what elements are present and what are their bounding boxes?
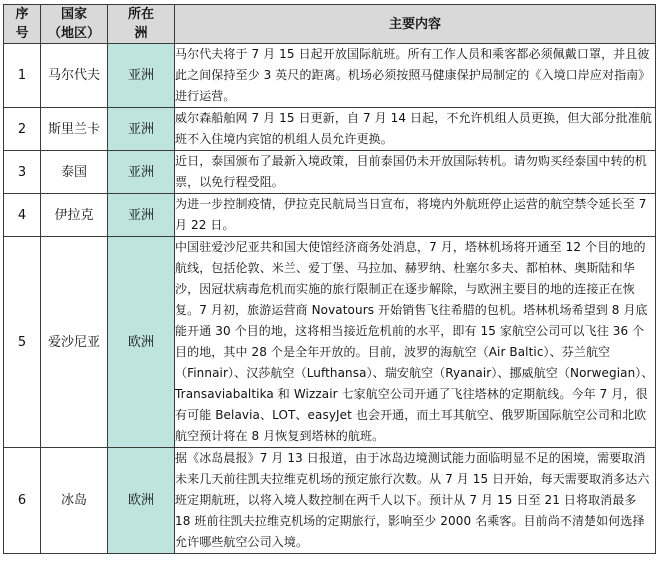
table-row bbox=[4, 194, 656, 237]
row-country: 爱沙尼亚 bbox=[41, 237, 108, 448]
row-content: 为进一步控制疫情，伊拉克民航局当日宣布，将境内外航班停止运营的航空禁令延长至 7 月 22 日。 bbox=[175, 194, 656, 237]
table-row bbox=[4, 108, 656, 151]
table-row bbox=[4, 237, 656, 448]
header-seq-line-1: 序 bbox=[15, 7, 29, 22]
row-content: 近日，泰国颁布了最新入境政策，目前泰国仍未开放国际转机。请勿购买经泰国中转的机票，以免行程受阻。 bbox=[175, 151, 656, 194]
row-content: 中国驻爱沙尼亚共和国大使馆经济商务处消息，7 月，塔林机场将开通至 12 个目的地的航线，包括伦敦、米兰、爱丁堡、马拉加、赫罗纳、杜塞尔多夫、都柏林、奥斯陆和华沙，因冠状病毒危机而实施的旅行限制正在逐步解除，与欧洲主要目的地的连接正在恢复。7 月初，旅游运营商 Novatours 开始销售飞往希腊的包机。塔林机场希望到 8 月底能开通 30 个目的地，这将相当接近危机前的水平，即有 15 家航空公司可以飞往 36 个目的地，其中 28 个是全年开放的。目前，波罗的海航空（Air Baltic）、芬兰航空（Finnair）、汉莎航空（Lufthansa）、瑞安航空（Ryanair）、挪威航空（Norwegian）、Transaviabaltika 和 Wizzair 七家航空公司开通了飞往塔林的定期航线。今年 7 月，很有可能 Belavia、LOT、easyJet 也会开通，而土耳其航空、俄罗斯国际航空公司和北欧航空预计将在 8 月恢复到塔林的航班。 bbox=[175, 237, 656, 448]
table-row bbox=[4, 44, 656, 108]
row-content: 马尔代夫将于 7 月 15 日起开放国际航班。所有工作人员和乘客都必须佩戴口罩，并且彼此之间保持至少 3 英尺的距离。机场必须按照马健康保护局制定的《入境口岸应对指南》进行运营。 bbox=[175, 44, 656, 108]
row-country: 冰岛 bbox=[41, 448, 108, 554]
table-header bbox=[4, 5, 656, 44]
row-seq: 3 bbox=[4, 151, 41, 194]
row-continent: 亚洲 bbox=[108, 151, 175, 194]
row-continent: 亚洲 bbox=[108, 44, 175, 108]
header-seq bbox=[4, 5, 41, 44]
row-seq: 2 bbox=[4, 108, 41, 151]
header-row bbox=[4, 5, 656, 44]
row-seq: 4 bbox=[4, 194, 41, 237]
row-continent: 亚洲 bbox=[108, 108, 175, 151]
row-country: 伊拉克 bbox=[41, 194, 108, 237]
row-seq: 5 bbox=[4, 237, 41, 448]
header-content: 主要内容 bbox=[175, 5, 656, 44]
row-continent: 欧洲 bbox=[108, 448, 175, 554]
row-country: 马尔代夫 bbox=[41, 44, 108, 108]
header-continent-line-1: 所在 bbox=[127, 7, 154, 22]
table-row bbox=[4, 448, 656, 554]
row-country: 泰国 bbox=[41, 151, 108, 194]
header-seq-line-2: 号 bbox=[15, 26, 29, 41]
table-row bbox=[4, 151, 656, 194]
policy-table bbox=[3, 4, 656, 554]
header-continent bbox=[108, 5, 175, 44]
row-continent: 亚洲 bbox=[108, 194, 175, 237]
table-body bbox=[4, 44, 656, 554]
header-country-line-2: （地区） bbox=[47, 26, 100, 41]
header-continent-line-2: 洲 bbox=[134, 26, 148, 41]
row-seq: 1 bbox=[4, 44, 41, 108]
row-continent: 欧洲 bbox=[108, 237, 175, 448]
row-content: 据《冰岛晨报》7 月 13 日报道，由于冰岛边境测试能力面临明显不足的困境，需要取消未来几天前往凯夫拉维克机场的预定旅行次数。从 7 月 15 日开始，每天需要取消多达六班定期航班，以将入境人数控制在两千人以下。预计从 7 月 15 日至 21 日将取消最多 18 班前往凯夫拉维克机场的定期旅行，影响至少 2000 名乘客。目前尚不清楚如何选择允许哪些航空公司入境。 bbox=[175, 448, 656, 554]
header-country-line-1: 国家 bbox=[60, 7, 87, 22]
row-seq: 6 bbox=[4, 448, 41, 554]
row-country: 斯里兰卡 bbox=[41, 108, 108, 151]
row-content: 威尔森船舶网 7 月 15 日更新，自 7 月 14 日起，不允许机组人员更换，但大部分批准航班不入住境内宾馆的机组人员允许更换。 bbox=[175, 108, 656, 151]
header-country bbox=[41, 5, 108, 44]
